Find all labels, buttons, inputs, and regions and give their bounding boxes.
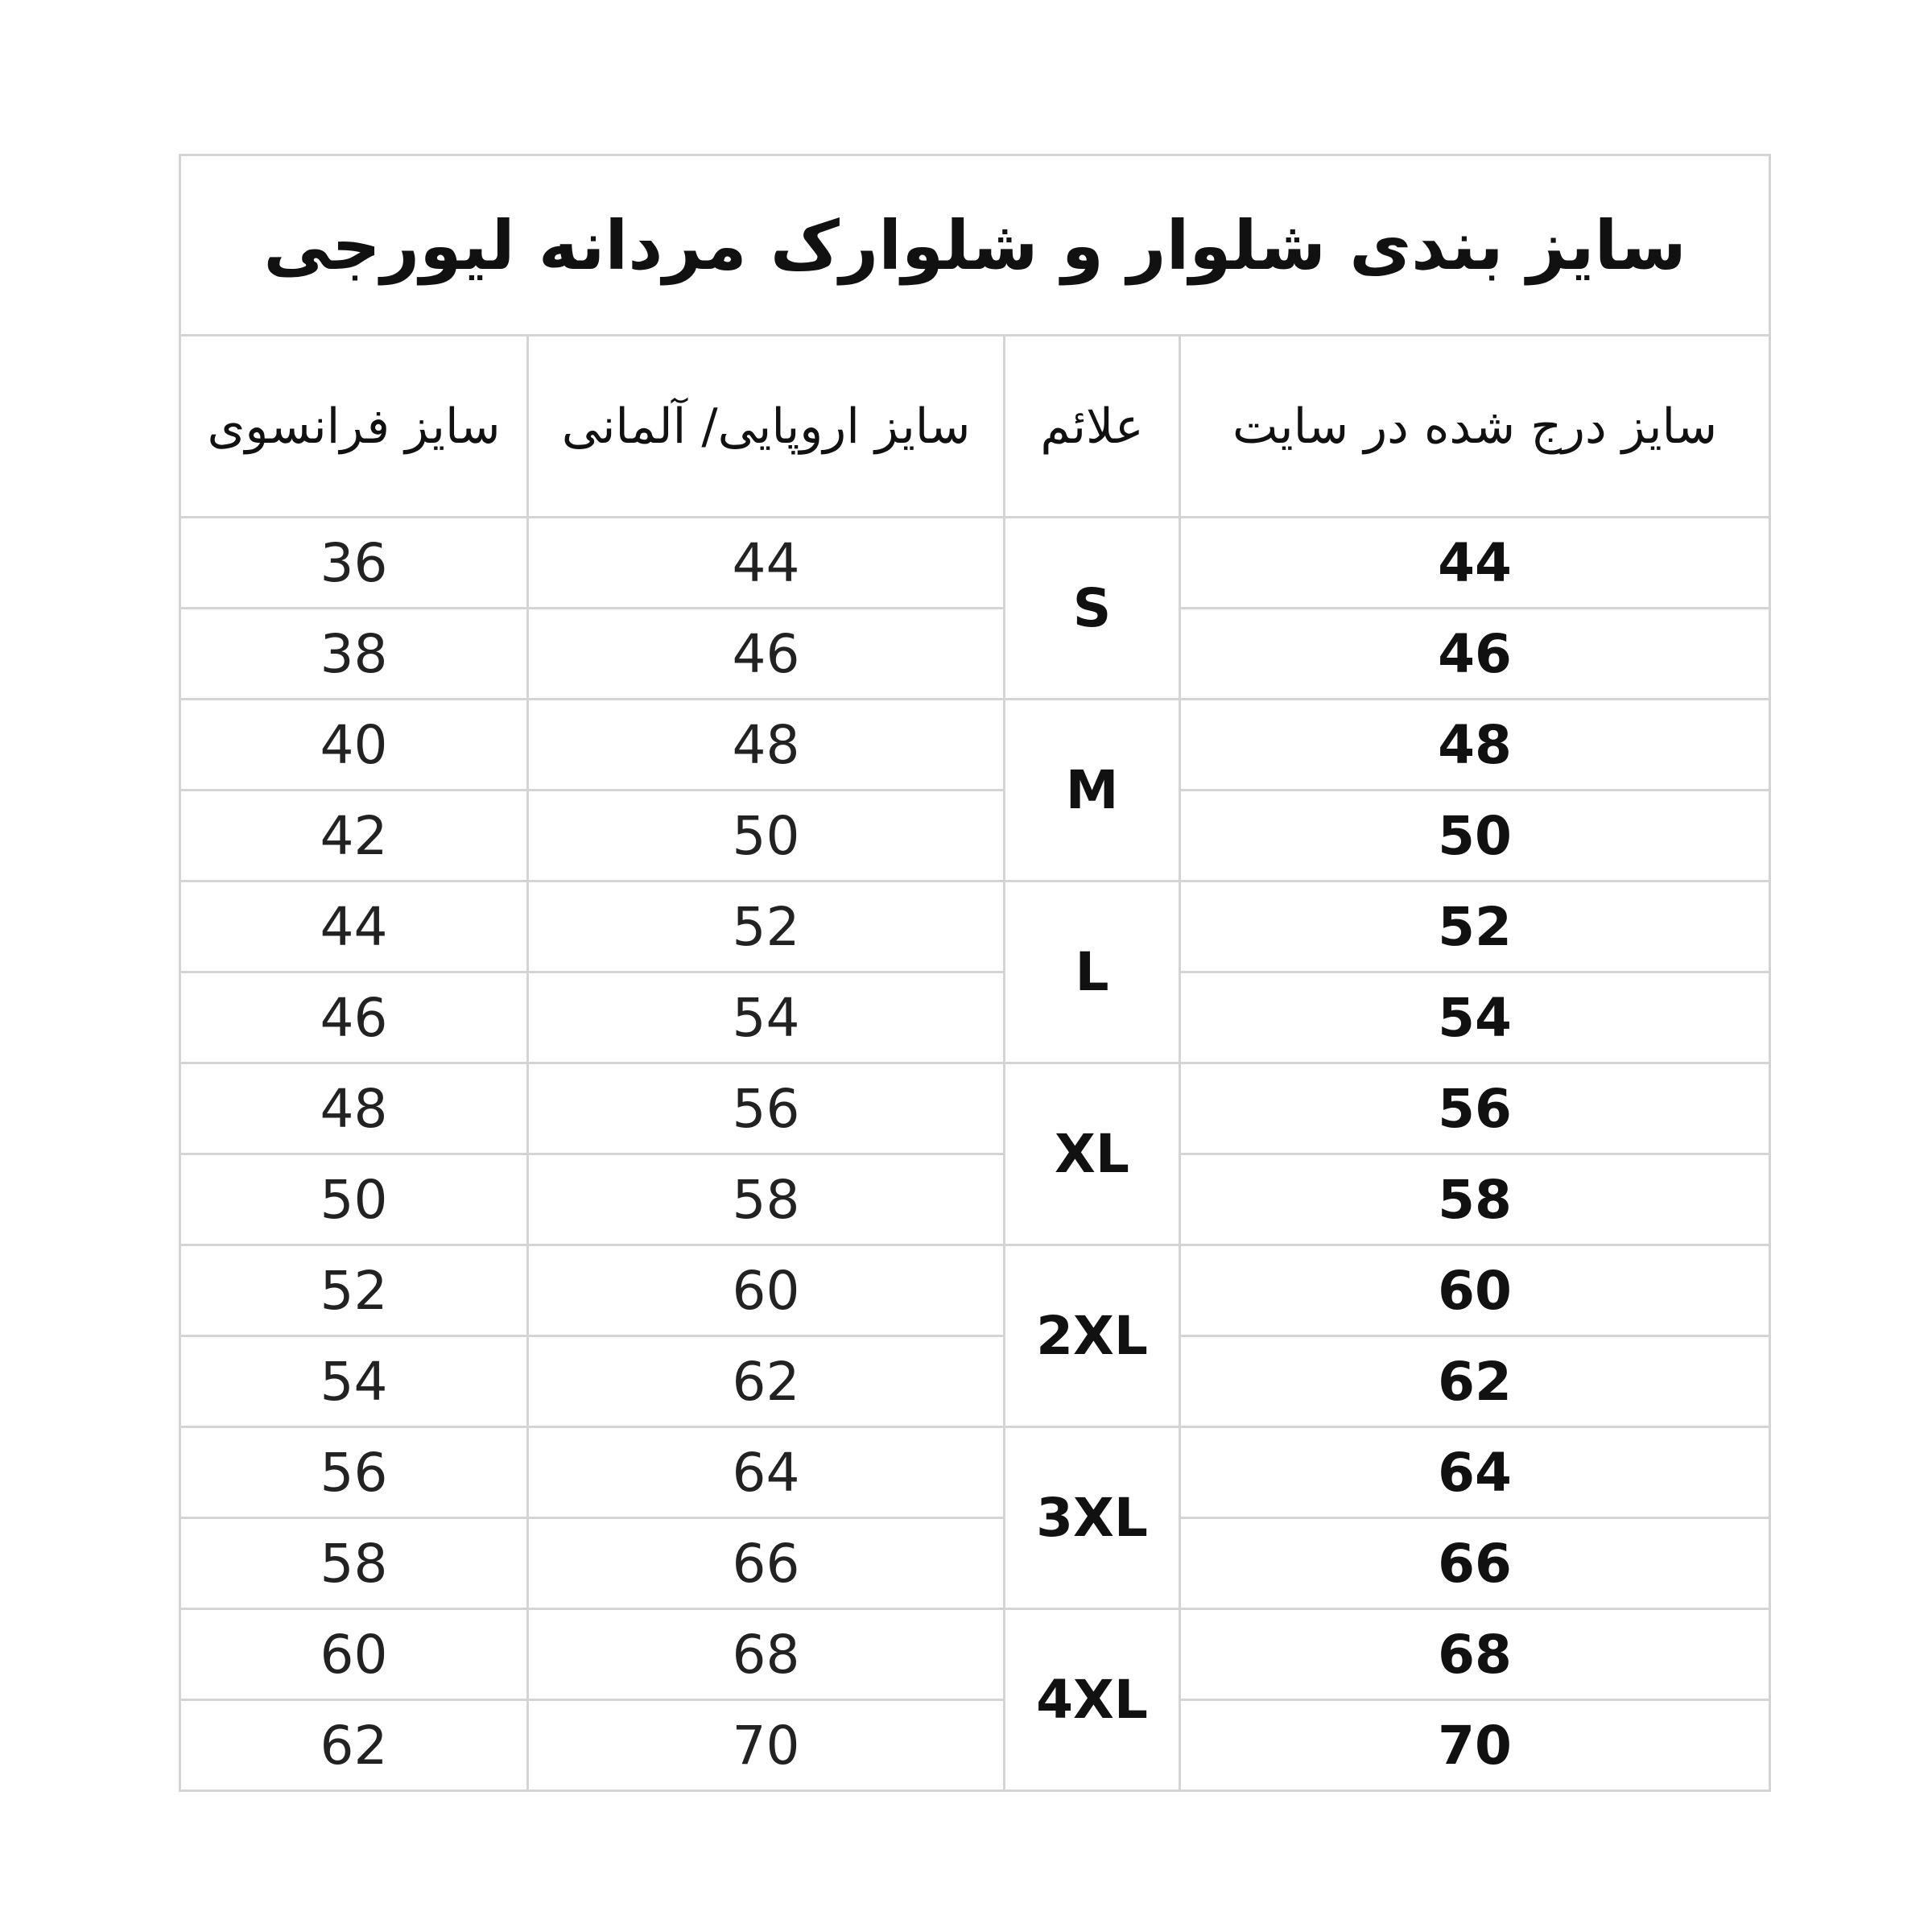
fr-size-cell: 56 — [180, 1427, 528, 1518]
symbol-cell: L — [1005, 881, 1180, 1063]
fr-size-cell: 52 — [180, 1245, 528, 1336]
eu-size-cell: 54 — [528, 972, 1005, 1063]
table-row — [180, 791, 1770, 881]
table-title: سایز بندی شلوار و شلوارک مردانه لیورجی — [180, 155, 1770, 336]
symbol-cell: M — [1005, 700, 1180, 881]
table-row — [180, 1245, 1770, 1336]
site-size-cell: 68 — [1180, 1609, 1770, 1700]
site-size-cell: 58 — [1180, 1154, 1770, 1245]
fr-size-cell: 62 — [180, 1700, 528, 1791]
header-site-size: سایز درج شده در سایت — [1180, 336, 1770, 518]
table-row — [180, 972, 1770, 1063]
eu-size-cell: 46 — [528, 609, 1005, 700]
table-row — [180, 1609, 1770, 1700]
eu-size-cell: 58 — [528, 1154, 1005, 1245]
eu-size-cell: 48 — [528, 700, 1005, 791]
table-row — [180, 609, 1770, 700]
table-row — [180, 1063, 1770, 1154]
site-size-cell: 48 — [1180, 700, 1770, 791]
table-row — [180, 1427, 1770, 1518]
title-row — [180, 155, 1770, 336]
fr-size-cell: 54 — [180, 1336, 528, 1427]
fr-size-cell: 60 — [180, 1609, 528, 1700]
eu-size-cell: 62 — [528, 1336, 1005, 1427]
site-size-cell: 64 — [1180, 1427, 1770, 1518]
size-rows — [180, 518, 1770, 1791]
fr-size-cell: 42 — [180, 791, 528, 881]
symbol-cell: S — [1005, 518, 1180, 700]
fr-size-cell: 38 — [180, 609, 528, 700]
symbol-cell: 3XL — [1005, 1427, 1180, 1609]
symbol-cell: 4XL — [1005, 1609, 1180, 1791]
eu-size-cell: 70 — [528, 1700, 1005, 1791]
header-row — [180, 336, 1770, 518]
eu-size-cell: 64 — [528, 1427, 1005, 1518]
symbol-cell: XL — [1005, 1063, 1180, 1245]
site-size-cell: 66 — [1180, 1518, 1770, 1609]
site-size-cell: 44 — [1180, 518, 1770, 609]
table-row — [180, 1154, 1770, 1245]
eu-size-cell: 60 — [528, 1245, 1005, 1336]
fr-size-cell: 44 — [180, 881, 528, 972]
eu-size-cell: 66 — [528, 1518, 1005, 1609]
fr-size-cell: 46 — [180, 972, 528, 1063]
symbol-cell: 2XL — [1005, 1245, 1180, 1427]
size-chart-table — [179, 154, 1771, 1792]
table-row — [180, 700, 1770, 791]
site-size-cell: 46 — [1180, 609, 1770, 700]
table-row — [180, 1518, 1770, 1609]
header-symbol: علائم — [1005, 336, 1180, 518]
fr-size-cell: 36 — [180, 518, 528, 609]
eu-size-cell: 50 — [528, 791, 1005, 881]
table-row — [180, 1700, 1770, 1791]
eu-size-cell: 52 — [528, 881, 1005, 972]
fr-size-cell: 58 — [180, 1518, 528, 1609]
site-size-cell: 56 — [1180, 1063, 1770, 1154]
eu-size-cell: 68 — [528, 1609, 1005, 1700]
table-row — [180, 1336, 1770, 1427]
eu-size-cell: 44 — [528, 518, 1005, 609]
table-row — [180, 518, 1770, 609]
site-size-cell: 70 — [1180, 1700, 1770, 1791]
header-fr-size: سایز فرانسوی — [180, 336, 528, 518]
fr-size-cell: 50 — [180, 1154, 528, 1245]
site-size-cell: 52 — [1180, 881, 1770, 972]
site-size-cell: 62 — [1180, 1336, 1770, 1427]
table-row — [180, 881, 1770, 972]
site-size-cell: 60 — [1180, 1245, 1770, 1336]
fr-size-cell: 40 — [180, 700, 528, 791]
header-eu-de-size: سایز اروپایی/ آلمانی — [528, 336, 1005, 518]
site-size-cell: 54 — [1180, 972, 1770, 1063]
eu-size-cell: 56 — [528, 1063, 1005, 1154]
site-size-cell: 50 — [1180, 791, 1770, 881]
fr-size-cell: 48 — [180, 1063, 528, 1154]
